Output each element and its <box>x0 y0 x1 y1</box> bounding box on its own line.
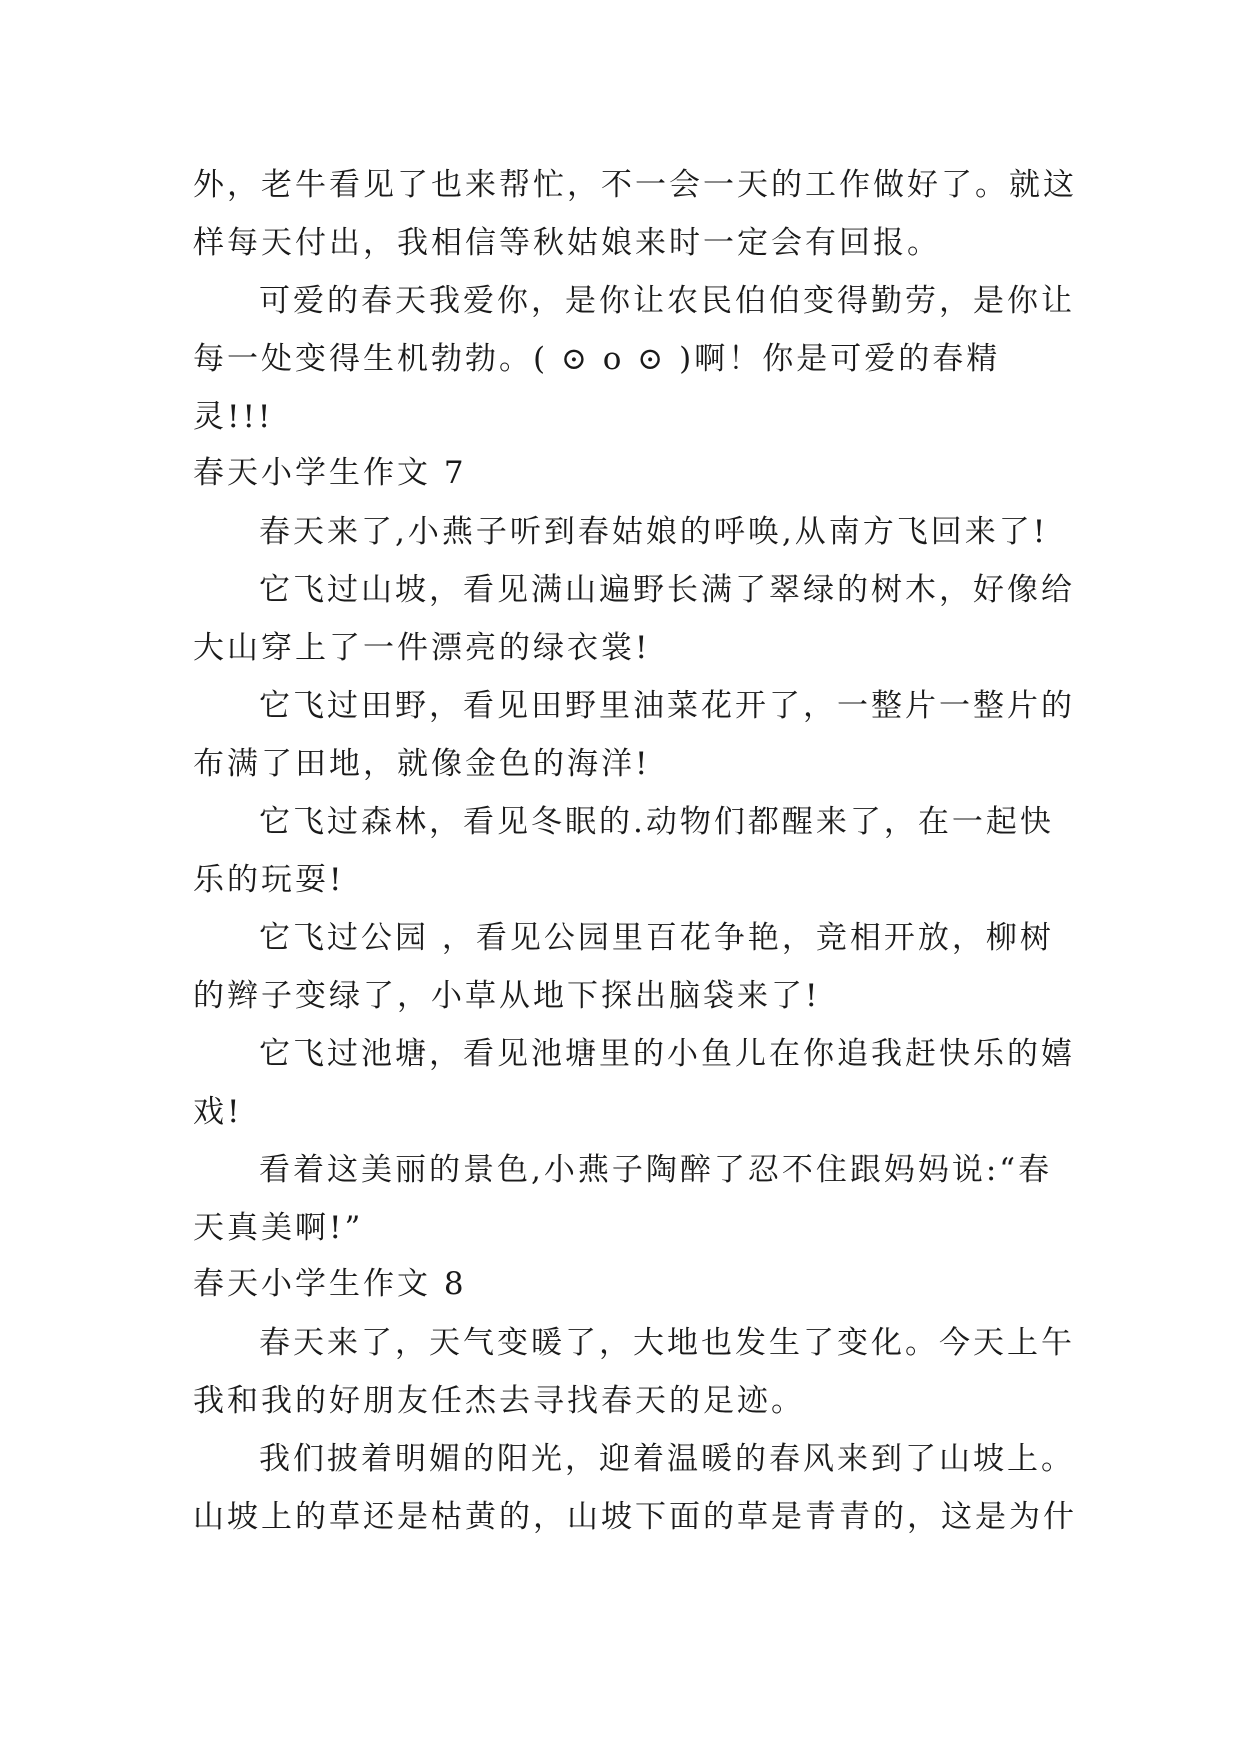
paragraph-line: 它飞过池塘，看见池塘里的小鱼儿在你追我赶快乐的嬉 <box>259 1036 1075 1072</box>
paragraph-line: 春天来了，天气变暖了，大地也发生了变化。今天上午 <box>259 1325 1075 1361</box>
paragraph-line: 外，老牛看见了也来帮忙，不一会一天的工作做好了。就这 <box>193 167 1077 203</box>
paragraph-line: 我们披着明媚的阳光，迎着温暖的春风来到了山坡上。 <box>259 1441 1075 1477</box>
paragraph-line: 灵!!! <box>193 399 274 435</box>
paragraph-line: 乐的玩耍! <box>193 862 345 898</box>
paragraph-line: 看着这美丽的景色,小燕子陶醉了忍不住跟妈妈说:“春 <box>259 1152 1053 1188</box>
paragraph-line: 山坡上的草还是枯黄的，山坡下面的草是青青的，这是为什 <box>193 1499 1077 1535</box>
paragraph-line: 它飞过田野，看见田野里油菜花开了，一整片一整片的 <box>259 688 1075 724</box>
paragraph-line: 我和我的好朋友任杰去寻找春天的足迹。 <box>193 1383 805 1419</box>
paragraph-line: 可爱的春天我爱你，是你让农民伯伯变得勤劳，是你让 <box>259 283 1075 319</box>
paragraph-line: 每一处变得生机勃勃。( ⊙ o ⊙ )啊！你是可爱的春精 <box>193 341 1001 377</box>
paragraph-line: 天真美啊!” <box>193 1210 364 1246</box>
paragraph-line: 戏! <box>193 1094 243 1130</box>
paragraph-line: 大山穿上了一件漂亮的绿衣裳! <box>193 630 651 666</box>
paragraph-line: 它飞过森林，看见冬眠的.动物们都醒来了，在一起快 <box>259 804 1054 840</box>
section-heading: 春天小学生作文 7 <box>193 455 467 491</box>
paragraph-line: 样每天付出，我相信等秋姑娘来时一定会有回报。 <box>193 225 941 261</box>
paragraph-line: 它飞过公园 ，看见公园里百花争艳，竞相开放，柳树 <box>259 920 1054 956</box>
paragraph-line: 春天来了,小燕子听到春姑娘的呼唤,从南方飞回来了! <box>259 514 1049 550</box>
section-heading: 春天小学生作文 8 <box>193 1266 467 1302</box>
paragraph-line: 它飞过山坡，看见满山遍野长满了翠绿的树木，好像给 <box>259 572 1075 608</box>
paragraph-line: 布满了田地，就像金色的海洋! <box>193 746 651 782</box>
paragraph-line: 的辫子变绿了，小草从地下探出脑袋来了! <box>193 978 821 1014</box>
